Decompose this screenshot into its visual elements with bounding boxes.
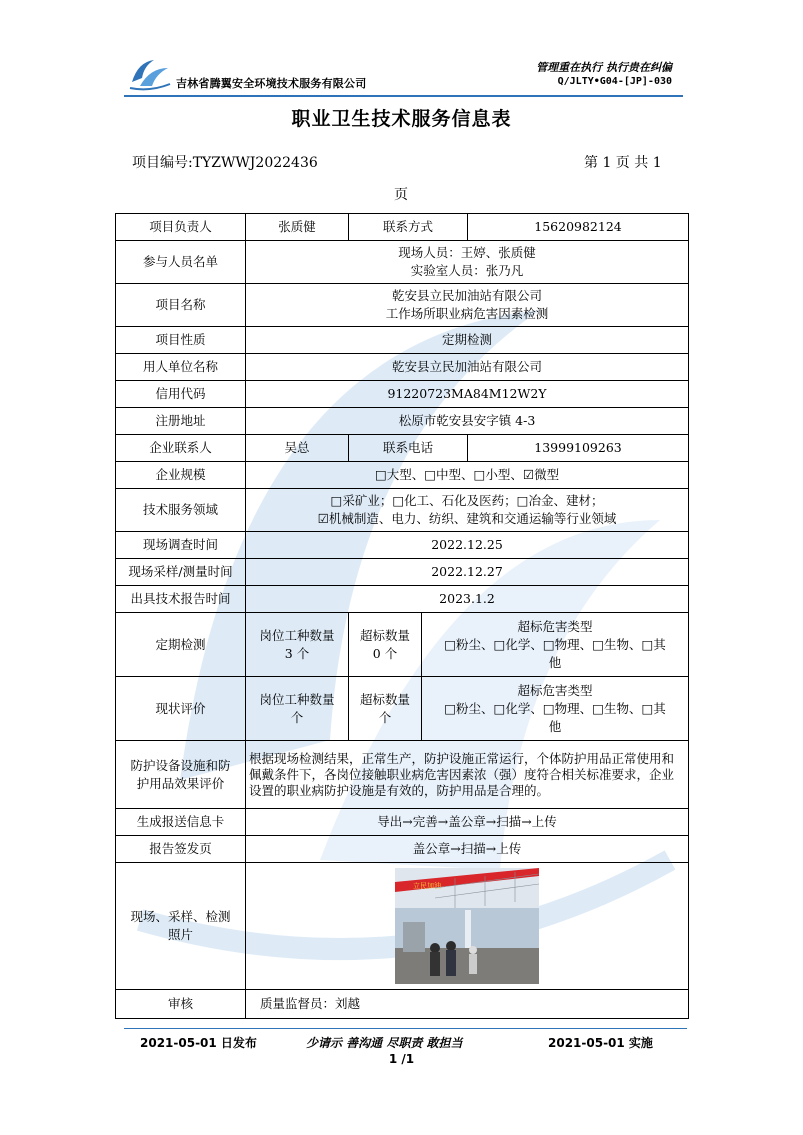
row-label-line1: 现场、采样、检测 (130, 909, 231, 924)
row-label: 项目名称 (116, 284, 246, 327)
report-date: 2023.1.2 (246, 586, 689, 613)
cell-label: 联系方式 (349, 214, 468, 241)
table-row (116, 489, 689, 532)
service-field-line1: □采矿业；□化工、石化及医药；□冶金、建材； (330, 493, 604, 508)
row-label: 用人单位名称 (116, 354, 246, 381)
row-label: 报告签发页 (116, 836, 246, 863)
table-row (116, 863, 689, 990)
row-label: 现场采样/测量时间 (116, 559, 246, 586)
table-row (116, 741, 689, 809)
credit-code: 91220723MA84M12W2Y (246, 381, 689, 408)
job-count-cell (246, 613, 349, 677)
row-label: 现场调查时间 (116, 532, 246, 559)
row-label: 注册地址 (116, 408, 246, 435)
sampling-date: 2022.12.27 (246, 559, 689, 586)
row-label: 审核 (116, 990, 246, 1019)
job-count-label: 岗位工种数量 (259, 627, 335, 643)
row-label-cell (116, 741, 246, 809)
registered-address: 松原市乾安县安字镇 4-3 (246, 408, 689, 435)
row-label: 企业联系人 (116, 435, 246, 462)
company-contact-phone: 13999109263 (468, 435, 689, 462)
protection-evaluation: 根据现场检测结果，正常生产，防护设施正常运行，个体防护用品正常使用和佩戴条件下，各岗位接触职业病危害因素浓（强）度符合相关标准要求，企业设置的职业病防护设施是有效的，防护用品是合理的。 (246, 741, 689, 809)
row-label-line2: 照片 (167, 927, 193, 942)
project-nature: 定期检测 (246, 327, 689, 354)
effective-date: 2021-05-01 实施 (548, 1036, 653, 1050)
company-name: 吉林省腾翼安全环境技术服务有限公司 (176, 77, 367, 90)
row-label: 项目负责人 (116, 214, 246, 241)
exceed-count-cell (349, 613, 422, 677)
header-motto: 管理重在执行 执行贵在纠偏 (536, 61, 672, 74)
table-row (116, 214, 689, 241)
table-row (116, 435, 689, 462)
cell-label: 联系电话 (349, 435, 468, 462)
row-label: 技术服务领域 (116, 489, 246, 532)
row-label: 定期检测 (116, 613, 246, 677)
table-row (116, 408, 689, 435)
row-label: 出具技术报告时间 (116, 586, 246, 613)
hazard-type-label: 超标危害类型 (517, 682, 593, 698)
row-label: 项目性质 (116, 327, 246, 354)
info-table (115, 213, 689, 1019)
photo-sign-text: 立民加油 (413, 882, 441, 890)
table-row (116, 559, 689, 586)
exceed-count-value: 0 个 (372, 645, 398, 661)
table-row (116, 532, 689, 559)
report-issue-steps: 盖公章→扫描→上传 (246, 836, 689, 863)
job-count-cell (246, 677, 349, 741)
exceed-count-cell (349, 677, 422, 741)
company-logo (128, 56, 172, 92)
row-label: 信用代码 (116, 381, 246, 408)
employer-name: 乾安县立民加油站有限公司 (246, 354, 689, 381)
service-field-line2: ☑机械制造、电力、纺织、建筑和交通运输等行业领域 (317, 511, 617, 526)
company-scale: □大型、□中型、□小型、☑微型 (246, 462, 689, 489)
footer-slogan: 少请示 善沟通 尽职责 敢担当 (306, 1036, 463, 1050)
participants-cell (246, 241, 689, 284)
hazard-type-cell (422, 677, 689, 741)
page-indicator-wrap: 页 (394, 187, 408, 203)
row-label: 参与人员名单 (116, 241, 246, 284)
participants-field: 现场人员：王婷、张质健 (398, 245, 536, 260)
row-label: 生成报送信息卡 (116, 809, 246, 836)
project-number: 项目编号:TYZWWJ2022436 (132, 155, 318, 171)
survey-date: 2022.12.25 (246, 532, 689, 559)
row-label-line1: 防护设备设施和防 (130, 757, 231, 773)
hazard-type-options-wrap: 他 (548, 654, 562, 670)
project-leader-name: 张质健 (246, 214, 349, 241)
hazard-type-options: □粉尘、□化学、□物理、□生物、□其 (444, 700, 666, 716)
table-row (116, 284, 689, 327)
document-code: Q/JLTY•G04-[JP]-030 (557, 76, 672, 87)
page-title: 职业卫生技术服务信息表 (291, 108, 512, 130)
table-row (116, 462, 689, 489)
table-row (116, 677, 689, 741)
table-row (116, 990, 689, 1019)
project-name-line2: 工作场所职业病危害因素检测 (385, 306, 549, 321)
table-row (116, 809, 689, 836)
hazard-type-cell (422, 613, 689, 677)
site-photo-cell (246, 863, 689, 990)
job-count-label: 岗位工种数量 (259, 691, 335, 707)
table-row (116, 586, 689, 613)
project-name-cell (246, 284, 689, 327)
job-count-value: 个 (290, 709, 304, 725)
hazard-type-options: □粉尘、□化学、□物理、□生物、□其 (444, 636, 666, 652)
exceed-count-label: 超标数量 (359, 627, 410, 643)
table-row (116, 327, 689, 354)
job-count-value: 3 个 (284, 645, 310, 661)
table-row (116, 241, 689, 284)
row-label-cell (116, 863, 246, 990)
project-name-line1: 乾安县立民加油站有限公司 (392, 288, 543, 303)
project-leader-phone: 15620982124 (468, 214, 689, 241)
table-row (116, 381, 689, 408)
hazard-type-label: 超标危害类型 (517, 618, 593, 634)
reviewer: 质量监督员：刘越 (246, 990, 689, 1019)
row-label: 现状评价 (116, 677, 246, 741)
page-indicator: 第 1 页 共 1 (584, 155, 662, 171)
header-divider (124, 95, 683, 97)
table-row (116, 836, 689, 863)
row-label: 企业规模 (116, 462, 246, 489)
exceed-count-value: 个 (378, 709, 392, 725)
company-contact-name: 吴总 (246, 435, 349, 462)
exceed-count-label: 超标数量 (359, 691, 410, 707)
service-field-cell (246, 489, 689, 532)
participants-lab: 实验室人员：张乃凡 (410, 263, 524, 278)
info-card-steps: 导出→完善→盖公章→扫描→上传 (246, 809, 689, 836)
footer-page-number: 1 /1 (388, 1052, 415, 1066)
site-photo (395, 868, 539, 984)
row-label-line2: 护用品效果评价 (136, 775, 225, 791)
footer-divider (124, 1028, 687, 1029)
issue-date: 2021-05-01 日发布 (140, 1036, 257, 1050)
table-row (116, 354, 689, 381)
table-row (116, 613, 689, 677)
hazard-type-options-wrap: 他 (548, 718, 562, 734)
